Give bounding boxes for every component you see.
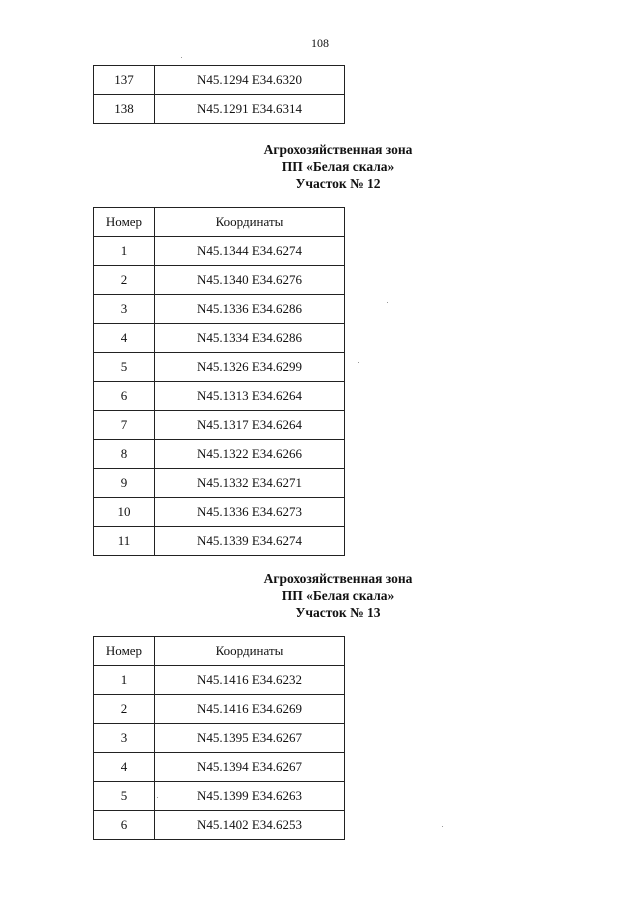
coordinates-cell: N45.1317 E34.6264 [155, 411, 345, 440]
table-row [94, 527, 345, 556]
table-header-row [94, 208, 345, 237]
table-header-row [94, 637, 345, 666]
point-number-cell: 8 [94, 440, 155, 469]
table-row [94, 753, 345, 782]
point-number-cell: 10 [94, 498, 155, 527]
column-header-number: Номер [94, 637, 155, 666]
scan-speck [358, 362, 359, 363]
table-row [94, 811, 345, 840]
coordinates-table-plot-12 [93, 207, 345, 556]
point-number-cell: 6 [94, 811, 155, 840]
point-number-cell: 4 [94, 324, 155, 353]
point-number-cell: 138 [94, 95, 155, 124]
scan-speck [442, 826, 443, 827]
column-header-coordinates: Координаты [155, 208, 345, 237]
coordinates-cell: N45.1339 E34.6274 [155, 527, 345, 556]
coordinates-cell: N45.1416 E34.6232 [155, 666, 345, 695]
point-number-cell: 3 [94, 295, 155, 324]
table-row [94, 782, 345, 811]
coordinates-cell: N45.1336 E34.6273 [155, 498, 345, 527]
table-row [94, 440, 345, 469]
scan-speck [181, 57, 182, 58]
coordinates-cell: N45.1395 E34.6267 [155, 724, 345, 753]
point-number-cell: 11 [94, 527, 155, 556]
section-heading-plot-13 [18, 570, 640, 621]
point-number-cell: 3 [94, 724, 155, 753]
coordinates-table-plot-13 [93, 636, 345, 840]
table-row [94, 95, 345, 124]
park-title: ПП «Белая скала» [281, 159, 395, 174]
coordinates-cell: N45.1334 E34.6286 [155, 324, 345, 353]
coordinates-cell: N45.1294 E34.6320 [155, 66, 345, 95]
coordinates-cell: N45.1332 E34.6271 [155, 469, 345, 498]
coordinates-cell: N45.1402 E34.6253 [155, 811, 345, 840]
table-row [94, 382, 345, 411]
point-number-cell: 1 [94, 237, 155, 266]
point-number-cell: 5 [94, 782, 155, 811]
point-number-cell: 5 [94, 353, 155, 382]
table-row [94, 237, 345, 266]
park-title: ПП «Белая скала» [281, 588, 395, 603]
coordinates-cell: N45.1416 E34.6269 [155, 695, 345, 724]
page-number: 108 [311, 36, 329, 50]
coordinates-table-continued [93, 65, 345, 124]
point-number-cell: 2 [94, 266, 155, 295]
coordinates-cell: N45.1326 E34.6299 [155, 353, 345, 382]
point-number-cell: 1 [94, 666, 155, 695]
coordinates-cell: N45.1340 E34.6276 [155, 266, 345, 295]
section-heading-plot-12 [18, 141, 640, 192]
coordinates-cell: N45.1394 E34.6267 [155, 753, 345, 782]
point-number-cell: 2 [94, 695, 155, 724]
table-row [94, 469, 345, 498]
scan-speck [157, 797, 158, 798]
table-row [94, 295, 345, 324]
table-row [94, 66, 345, 95]
plot-title: Участок № 12 [295, 176, 381, 191]
column-header-coordinates: Координаты [155, 637, 345, 666]
table-row [94, 724, 345, 753]
column-header-number: Номер [94, 208, 155, 237]
table-row [94, 666, 345, 695]
coordinates-cell: N45.1313 E34.6264 [155, 382, 345, 411]
point-number-cell: 6 [94, 382, 155, 411]
table-row [94, 695, 345, 724]
zone-title: Агрохозяйственная зона [263, 142, 413, 157]
coordinates-cell: N45.1291 E34.6314 [155, 95, 345, 124]
table-row [94, 353, 345, 382]
point-number-cell: 4 [94, 753, 155, 782]
coordinates-cell: N45.1399 E34.6263 [155, 782, 345, 811]
table-row [94, 324, 345, 353]
table-row [94, 411, 345, 440]
table-row [94, 266, 345, 295]
point-number-cell: 9 [94, 469, 155, 498]
table-row [94, 498, 345, 527]
coordinates-cell: N45.1322 E34.6266 [155, 440, 345, 469]
plot-title: Участок № 13 [295, 605, 381, 620]
point-number-cell: 7 [94, 411, 155, 440]
scan-speck [387, 302, 388, 303]
zone-title: Агрохозяйственная зона [263, 571, 413, 586]
coordinates-cell: N45.1344 E34.6274 [155, 237, 345, 266]
point-number-cell: 137 [94, 66, 155, 95]
coordinates-cell: N45.1336 E34.6286 [155, 295, 345, 324]
